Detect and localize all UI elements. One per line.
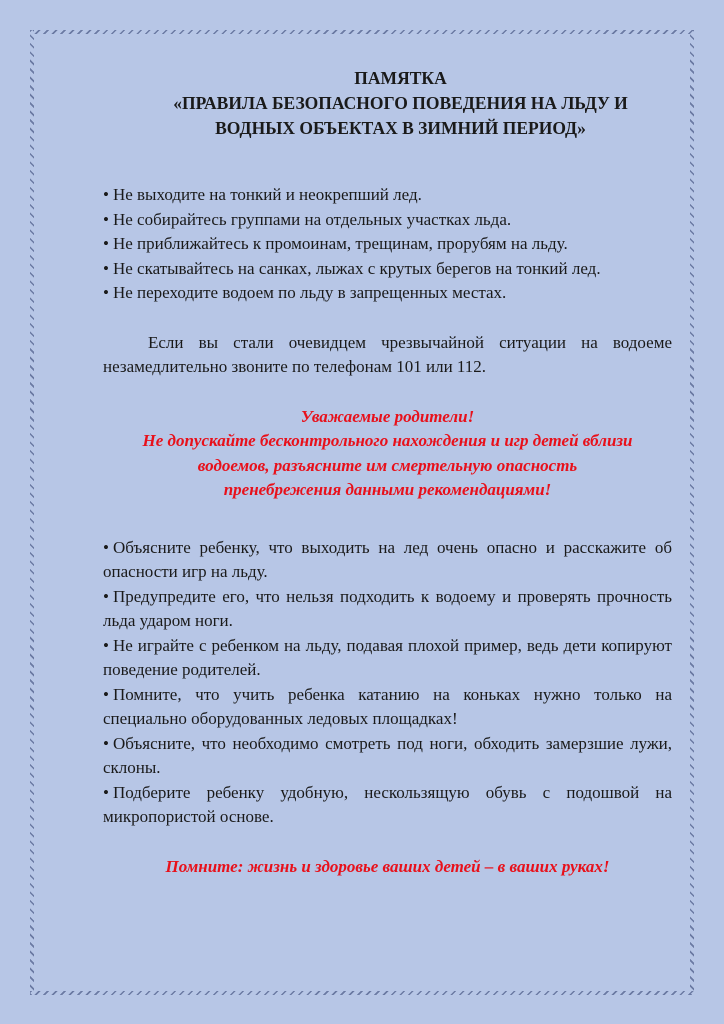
closing-statement: Помните: жизнь и здоровье ваших детей – в ваших руках! bbox=[165, 856, 610, 876]
bullet-icon: • bbox=[103, 684, 109, 704]
appeal-line-3: водоемов, разъясните им смертельную опасность bbox=[197, 455, 578, 475]
border-right bbox=[690, 30, 694, 995]
rule-item: • Не скатывайтесь на санках, лыжах с крутых берегов на тонкий лед. bbox=[103, 258, 601, 278]
bullet-icon: • bbox=[103, 586, 109, 606]
document-title bbox=[129, 66, 672, 141]
border-top bbox=[30, 30, 694, 34]
tip-item: • Предупредите его, что нельзя подходить к водоему и проверять прочность льда ударом ноги. bbox=[103, 586, 672, 630]
tip-item: • Подберите ребенку удобную, нескользящую обувь с подошвой на микропористой основе. bbox=[103, 782, 672, 826]
bullet-icon: • bbox=[103, 635, 109, 655]
tip-item: • Объясните ребенку, что выходить на лед очень опасно и расскажите об опасности игр на льду. bbox=[103, 537, 672, 581]
rule-item: • Не выходите на тонкий и неокрепший лед. bbox=[103, 185, 422, 204]
title-line-3: ВОДНЫХ ОБЪЕКТАХ В ЗИМНИЙ ПЕРИОД» bbox=[215, 118, 586, 138]
bullet-icon: • bbox=[103, 283, 109, 302]
bullet-icon: • bbox=[103, 258, 109, 278]
bullet-icon: • bbox=[103, 209, 109, 229]
emergency-paragraph: Если вы стали очевидцем чрезвычайной ситуации на водоеме незамедлительно звоните по телефонам 101 или 112. bbox=[103, 332, 672, 376]
tip-item: • Объясните, что необходимо смотреть под ноги, обходить замерзшие лужи, склоны. bbox=[103, 733, 672, 777]
bullet-icon: • bbox=[103, 537, 109, 557]
appeal-line-4: пренебрежения данными рекомендациями! bbox=[223, 480, 552, 499]
tip-item: • Не играйте с ребенком на льду, подавая плохой пример, ведь дети копируют поведение родителей. bbox=[103, 635, 672, 679]
ice-safety-rules bbox=[103, 183, 672, 306]
bullet-icon: • bbox=[103, 234, 109, 253]
rule-item: • Не приближайтесь к промоинам, трещинам, прорубям на льду. bbox=[103, 234, 568, 253]
title-line-1: ПАМЯТКА bbox=[354, 68, 447, 88]
rule-item: • Не переходите водоем по льду в запрещенных местах. bbox=[103, 283, 507, 302]
memo-content bbox=[103, 66, 672, 879]
tip-item: • Помните, что учить ребенка катанию на коньках нужно только на специально оборудованных ледовых площадках! bbox=[103, 684, 672, 728]
rule-item: • Не собирайтесь группами на отдельных участках льда. bbox=[103, 209, 512, 229]
border-left bbox=[30, 30, 34, 995]
bullet-icon: • bbox=[103, 733, 109, 753]
border-bottom bbox=[30, 991, 694, 995]
bullet-icon: • bbox=[103, 782, 109, 802]
parents-appeal bbox=[103, 405, 672, 503]
parent-tips bbox=[103, 536, 672, 830]
appeal-line-1: Уважаемые родители! bbox=[300, 406, 475, 426]
bullet-icon: • bbox=[103, 185, 109, 204]
title-line-2: «ПРАВИЛА БЕЗОПАСНОГО ПОВЕДЕНИЯ НА ЛЬДУ И bbox=[173, 93, 628, 113]
appeal-line-2: Не допускайте бесконтрольного нахождения и игр детей вблизи bbox=[142, 431, 633, 450]
